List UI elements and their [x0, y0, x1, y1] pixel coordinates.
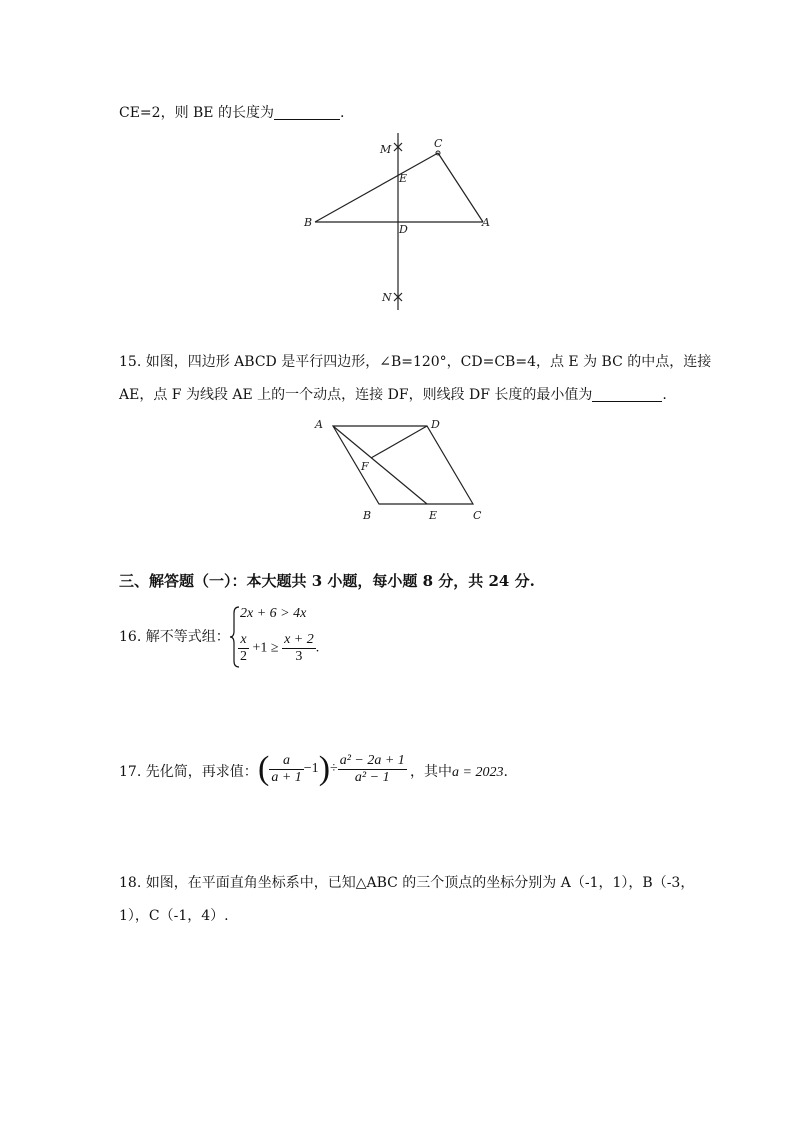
q16-frac-left	[238, 632, 249, 665]
q17-frac-1-num: a	[269, 753, 303, 770]
q16-frac-right	[282, 632, 316, 665]
q15-text-2: AE，点 F 为线段 AE 上的一个动点，连接 DF，则线段 DF 长度的最小值为	[119, 387, 593, 403]
q14-tail	[119, 103, 344, 123]
q18-line2	[119, 906, 229, 926]
q17-suffix	[410, 762, 508, 783]
label-C: C	[473, 509, 482, 522]
label-F: F	[361, 460, 369, 473]
label-D: D	[431, 418, 440, 431]
q17-end: .	[503, 764, 508, 780]
label-E: E	[399, 172, 408, 185]
section-3-heading-text: 三、解答题（一）：本大题共 3 小题，每小题 8 分，共 24 分.	[119, 572, 535, 590]
label-D: D	[399, 223, 408, 236]
section-3-heading	[119, 570, 535, 591]
q14-text: CE=2，则 BE 的长度为	[119, 105, 274, 121]
q15-line1	[119, 352, 711, 372]
figure-14	[300, 125, 500, 320]
q15-end: .	[662, 387, 667, 403]
right-paren-icon: )	[318, 750, 331, 787]
segment-DF	[371, 426, 427, 458]
parallelogram-ABCD	[333, 426, 473, 504]
q17-frac-2-num: a² − 2a + 1	[339, 752, 405, 768]
q18-text-2: 1），C（-1，4）.	[119, 908, 229, 924]
q16-frac-left-num: x	[238, 632, 249, 649]
q17-suffix-text: ，其中	[410, 764, 452, 780]
label-E: E	[429, 509, 438, 522]
q16-frac-right-den: 3	[295, 649, 303, 664]
q18-text-1: 18. 如图，在平面直角坐标系中，已知△ABC 的三个顶点的坐标分别为 A（-1，1），B（-3，	[119, 875, 695, 891]
q15-line2	[119, 385, 667, 405]
q17-condition: a = 2023	[452, 765, 504, 780]
q16-inequality-1	[240, 606, 306, 622]
label-B: B	[363, 509, 372, 522]
segment-BC	[315, 153, 438, 222]
q17-prefix	[119, 762, 258, 782]
label-M: M	[380, 143, 392, 156]
q15-text-1: 15. 如图，四边形 ABCD 是平行四边形，∠B=120°，CD=CB=4，点 E 为 BC 的中点，连接	[119, 354, 712, 370]
label-B: B	[304, 216, 313, 229]
q14-answer-blank	[274, 105, 340, 120]
q16-ineq2-mid: +1 ≥	[252, 640, 279, 656]
left-paren-icon: (	[258, 750, 270, 787]
q16-end: .	[315, 640, 320, 656]
q17-divide: ÷	[330, 761, 338, 776]
segment-AE	[333, 426, 427, 504]
q16-prefix-text: 16. 解不等式组：	[119, 629, 230, 645]
q18-line1	[119, 873, 694, 893]
q16-ineq1-text: 2x + 6 > 4x	[240, 606, 307, 621]
q17-frac-1-den: a + 1	[271, 769, 302, 785]
q16-frac-right-num: x + 2	[284, 632, 314, 647]
label-N: N	[382, 291, 392, 304]
q17-expression	[258, 750, 407, 788]
q17-frac-1	[269, 753, 303, 786]
q16-frac-left-den: 2	[240, 649, 247, 664]
q17-frac-2	[338, 753, 407, 786]
q15-answer-blank	[592, 387, 662, 402]
q17-frac-2-den: a² − 1	[354, 769, 390, 785]
label-C: C	[434, 137, 443, 150]
label-A: A	[482, 216, 490, 229]
figure-15	[305, 410, 495, 528]
q16-inequality-2	[238, 632, 319, 665]
q17-prefix-text: 17. 先化简，再求值：	[119, 764, 258, 780]
segment-CA	[438, 153, 483, 222]
q17-minus-one: −1	[303, 761, 319, 776]
label-A: A	[315, 418, 323, 431]
q14-end: .	[339, 105, 345, 121]
q16-prefix	[119, 627, 230, 647]
